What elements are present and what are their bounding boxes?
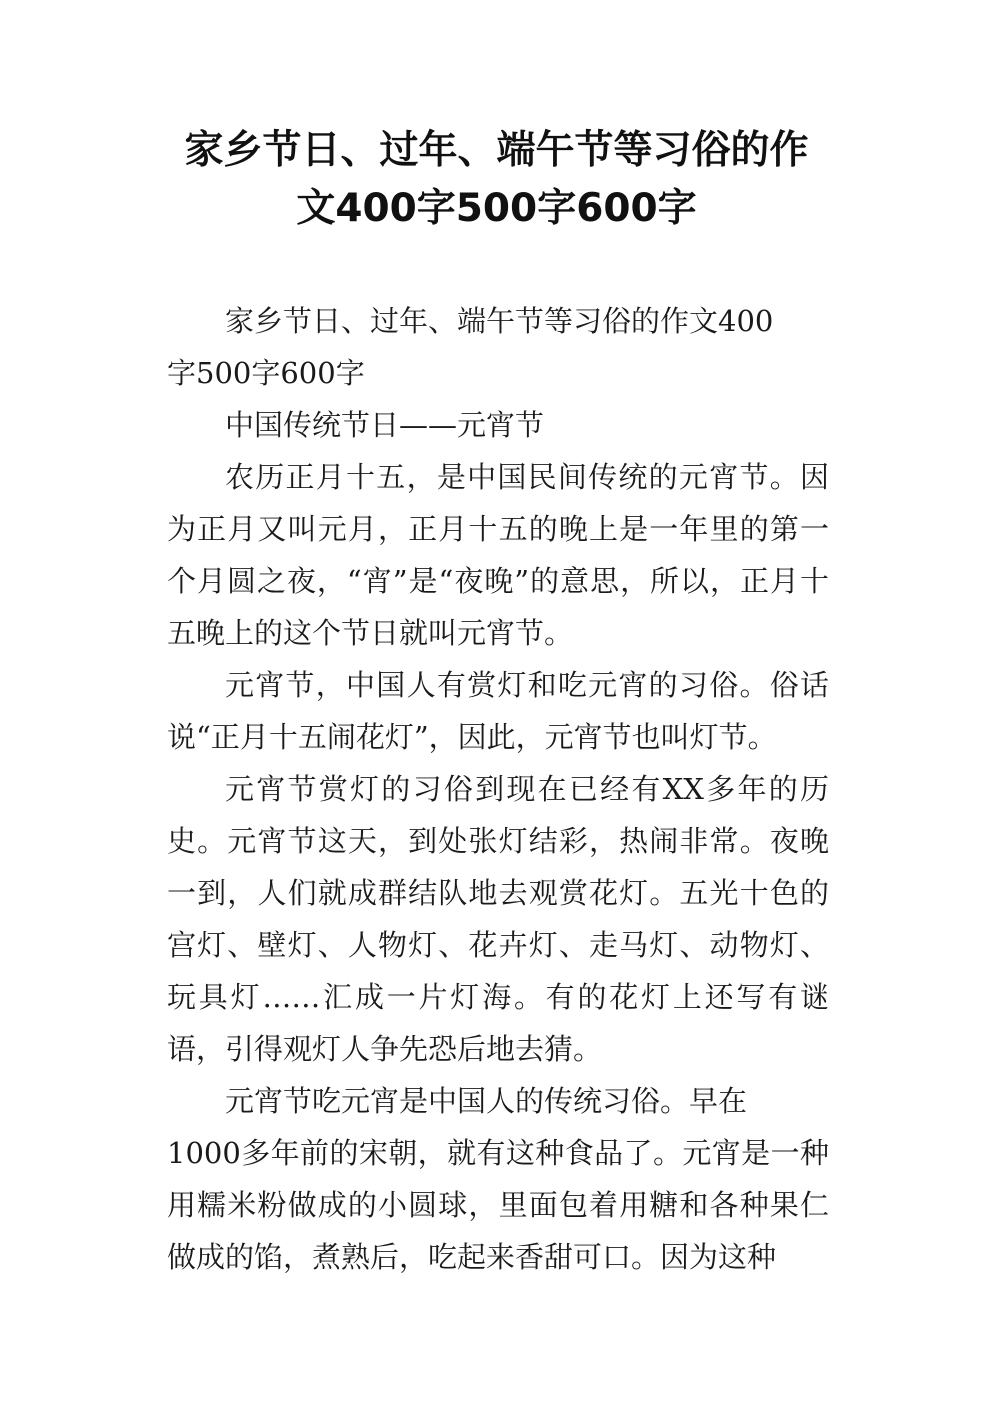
title-line-1: 家乡节日、过年、端午节等习俗的作 xyxy=(184,128,809,173)
subheading: 中国传统节日——元宵节 xyxy=(225,408,545,442)
paragraph-4-line-1: 元宵节吃元宵是中国人的传统习俗。早在 xyxy=(225,1084,748,1118)
document-body xyxy=(167,295,829,1283)
paragraph-4-rest: 1000多年前的宋朝，就有这种食品了。元宵是一种用糯米粉做成的小圆球，里面包着用糖和各种果仁做成的馅，煮熟后，吃起来香甜可口。因为这种 xyxy=(167,1136,829,1274)
intro-paragraph xyxy=(167,295,829,399)
paragraph-3: 元宵节赏灯的习俗到现在已经有XX多年的历史。元宵节这天，到处张灯结彩，热闹非常。夜晚一到，人们就成群结队地去观赏花灯。五光十色的宫灯、壁灯、人物灯、花卉灯、走马灯、动物灯、玩具灯……汇成一片灯海。有的花灯上还写有谜语，引得观灯人争先恐后地去猜。 xyxy=(167,772,829,1066)
intro-line-1: 家乡节日、过年、端午节等习俗的作文400 xyxy=(225,304,774,338)
paragraph-1: 农历正月十五，是中国民间传统的元宵节。因为正月又叫元月，正月十五的晚上是一年里的第一个月圆之夜，“宵”是“夜晚”的意思，所以，正月十五晚上的这个节日就叫元宵节。 xyxy=(167,460,829,650)
paragraph-2: 元宵节，中国人有赏灯和吃元宵的习俗。俗话说“正月十五闹花灯”，因此，元宵节也叫灯节。 xyxy=(167,668,829,754)
paragraph-4 xyxy=(167,1075,829,1283)
document-title xyxy=(120,122,873,238)
title-line-2: 文400字500字600字 xyxy=(296,186,697,231)
intro-line-2: 字500字600字 xyxy=(167,356,365,390)
